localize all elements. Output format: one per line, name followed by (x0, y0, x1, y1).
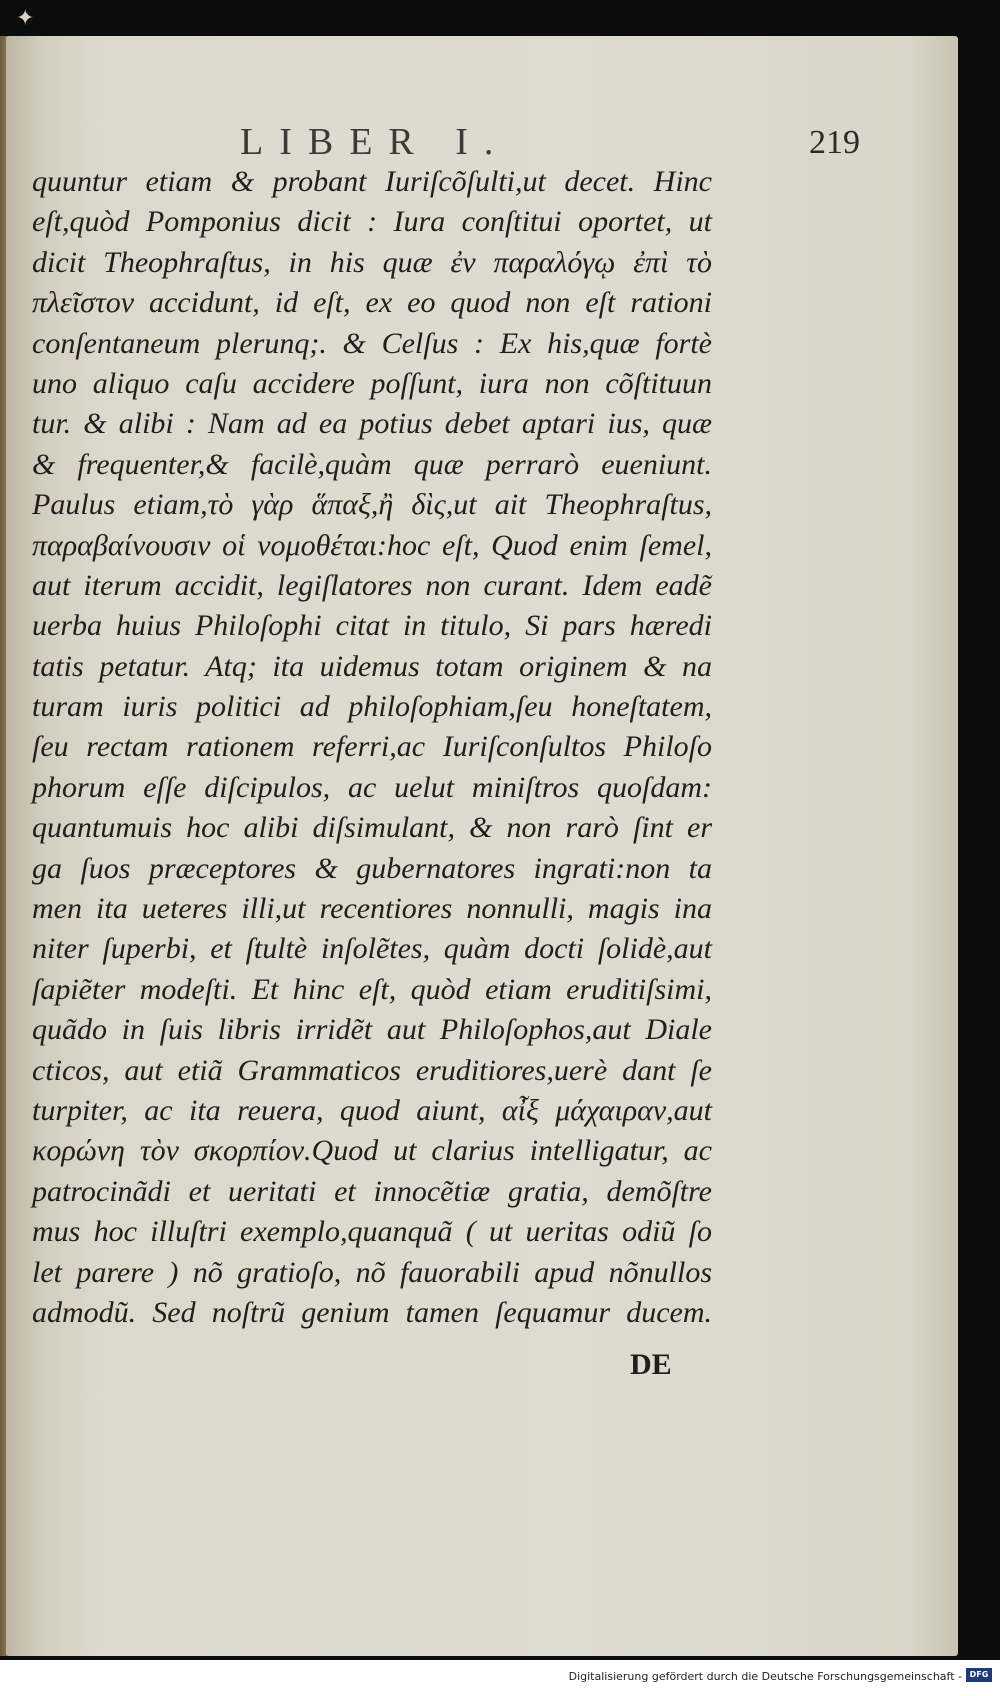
text-line: ſeu rectam rationem referri,ac Iuriſconſultos Philoſo (32, 730, 712, 764)
text-line: ga ſuos præceptores & gubernatores ingrati:non ta (32, 851, 712, 885)
text-line: quuntur etiam & probant Iuriſcõſulti,ut decet. Hinc (32, 165, 712, 198)
corner-mark: ✦ (16, 6, 35, 31)
text-line: turam iuris politici ad philoſophiam,ſeu honeſtatem, (32, 690, 712, 724)
text-line: aut iterum accidit, legiſlatores non curant. Idem eadẽ (32, 568, 712, 602)
text-line: quãdo in ſuis libris irridẽt aut Philoſophos,aut Diale (32, 1013, 712, 1047)
footer-bar (0, 1660, 1000, 1696)
text-line: cticos, aut etiã Grammaticos eruditiores,uerè dant ſe (32, 1053, 712, 1087)
text-line: ſapiẽter modeſti. Et hinc eſt, quòd etiam eruditiſsimi, (32, 972, 712, 1006)
text-line: Paulus etiam,τὸ γὰρ ἅπαξ,ἢ δὶς,ut ait Theophraſtus, (32, 488, 712, 522)
text-line: παραβαίνουσιν οἱ νομοθέται:hoc eſt, Quod enim ſemel, (32, 528, 712, 562)
text-line: eſt,quòd Pomponius dicit : Iura conſtitui oportet, ut (32, 205, 712, 239)
text-line: mus hoc illuſtri exemplo,quanquã ( ut ueritas odiũ ſo (32, 1215, 712, 1249)
text-line: let parere ) nõ gratioſo, nõ fauorabili apud nõnullos (32, 1255, 712, 1289)
catchword: DE (630, 1348, 672, 1381)
text-line: & frequenter,& facilè,quàm quæ perrarò eueniunt. (32, 447, 712, 481)
text-line: uno aliquo caſu accidere poſſunt, iura non cõſtituun (32, 366, 712, 400)
text-line: conſentaneum plerunq;. & Celſus : Ex his,quæ fortè (32, 326, 712, 360)
text-line: tatis petatur. Atq; ita uidemus totam originem & na (32, 649, 712, 683)
body-text (32, 162, 712, 1333)
text-line: πλεῖστον accidunt, id eſt, ex eo quod non eſt rationi (32, 286, 712, 320)
running-head-title: LIBER I. (240, 121, 510, 163)
text-line: κορώνη τὸν σκορπίον.Quod ut clarius intelligatur, ac (32, 1134, 712, 1168)
dfg-logo: DFG (966, 1668, 992, 1682)
text-line: admodũ. Sed noſtrũ genium tamen ſequamur ducem. (32, 1295, 712, 1329)
footer-credit: Digitalisierung gefördert durch die Deutsche Forschungsgemeinschaft - (568, 1670, 962, 1683)
page-number: 219 (809, 124, 860, 161)
text-line: dicit Theophraſtus, in his quæ ἐν παραλόγῳ ἐπὶ τὸ (32, 245, 712, 279)
text-line: tur. & alibi : Nam ad ea potius debet aptari ius, quæ (32, 407, 712, 441)
text-line: uerba huius Philoſophi citat in titulo, Si pars hæredi (32, 609, 712, 643)
text-line: quantumuis hoc alibi diſsimulant, & non rarò ſint er (32, 811, 712, 845)
text-line: men ita ueteres illi,ut recentiores nonnulli, magis ina (32, 892, 712, 926)
text-line: patrocinãdi et ueritati et innocẽtiæ gratia, demõſtre (32, 1174, 712, 1208)
text-line: phorum eſſe diſcipulos, ac uelut miniſtros quoſdam: (32, 770, 712, 804)
text-line: turpiter, ac ita reuera, quod aiunt, αἶξ μάχαιραν,aut (32, 1093, 712, 1127)
text-line: niter ſuperbi, et ſtultè inſolẽtes, quàm docti ſolidè,aut (32, 932, 712, 966)
